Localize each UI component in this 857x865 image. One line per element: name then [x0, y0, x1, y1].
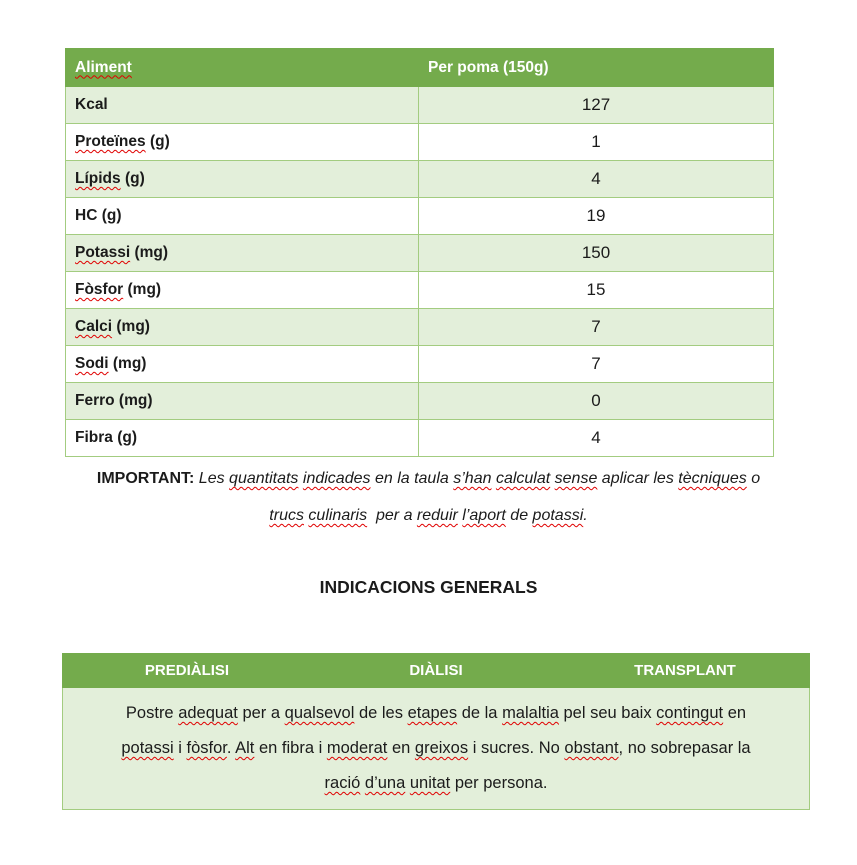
guidelines-body-row: [63, 688, 810, 810]
nutrition-table-body: [66, 87, 774, 457]
misspelled-word: l’aport: [462, 507, 506, 524]
misspelled-word: Sodi: [75, 355, 109, 372]
nutrition-row: [66, 383, 774, 420]
misspelled-word: s’han: [453, 470, 492, 487]
misspelled-word: obstant: [564, 739, 619, 757]
text-segment: (mg): [112, 318, 150, 335]
nutrition-row: [66, 124, 774, 161]
misspelled-word: Fòsfor: [75, 281, 124, 298]
text-segment: per persona.: [450, 774, 548, 792]
text-segment: de les: [354, 704, 408, 722]
text-segment: de: [505, 507, 533, 524]
text-segment: en: [723, 704, 747, 722]
misspelled-word: culinaris: [308, 507, 368, 524]
misspelled-word: reduir: [416, 507, 458, 524]
column-header-per-poma: [419, 49, 774, 87]
text-segment: , no sobrepasar la: [618, 739, 751, 757]
nutrient-value-cell: 4: [419, 161, 774, 198]
text-segment: (mg): [123, 281, 162, 298]
text-segment: de la: [457, 704, 503, 722]
misspelled-word: potassi: [121, 739, 174, 757]
column-header-dialisi: DIÀLISI: [312, 654, 561, 688]
misspelled-word: qualsevol: [284, 704, 355, 722]
misspelled-word: sense: [554, 470, 598, 487]
misspelled-word: greixos: [414, 739, 469, 757]
misspelled-word: potassi: [532, 507, 584, 524]
nutrient-label-cell: [66, 383, 419, 420]
nutrient-value-cell: 7: [419, 309, 774, 346]
nutrition-table: [65, 48, 774, 457]
nutrient-label-cell: [66, 420, 419, 457]
nutrient-label-cell: [66, 235, 419, 272]
text-segment: (mg): [108, 355, 147, 372]
guidelines-line: [77, 696, 795, 731]
text-segment: Postre: [125, 704, 179, 722]
nutrient-label-cell: [66, 87, 419, 124]
text-segment: i: [173, 739, 187, 757]
misspelled-word: Calci: [75, 318, 113, 335]
section-heading: INDICACIONS GENERALS: [319, 577, 538, 597]
misspelled-word: Alt: [235, 739, 255, 757]
text-segment: .: [226, 739, 236, 757]
text-segment: IMPORTANT:: [96, 470, 199, 487]
text-segment: o: [746, 470, 761, 487]
column-header-transplant: TRANSPLANT: [561, 654, 810, 688]
nutrition-row: [66, 161, 774, 198]
nutrition-row: [66, 87, 774, 124]
nutrient-label-cell: [66, 272, 419, 309]
nutrient-label-cell: [66, 124, 419, 161]
text-segment: aplicar les: [597, 470, 679, 487]
misspelled-word: contingut: [656, 704, 724, 722]
guidelines-line: [77, 766, 795, 801]
nutrient-label-cell: [66, 198, 419, 235]
nutrition-row: [66, 420, 774, 457]
misspelled-word: ració: [324, 774, 361, 792]
text-segment: HC (g): [75, 207, 122, 224]
nutrient-value-cell: 15: [419, 272, 774, 309]
misspelled-word: moderat: [326, 739, 388, 757]
guidelines-line: [77, 731, 795, 766]
nutrition-row: [66, 346, 774, 383]
misspelled-word: etapes: [407, 704, 458, 722]
column-header-per-poma-label: Per poma (150g): [428, 58, 549, 76]
text-segment: Kcal: [75, 96, 108, 113]
misspelled-word: trucs: [269, 507, 304, 524]
nutrient-value-cell: 0: [419, 383, 774, 420]
nutrition-row: [66, 272, 774, 309]
text-segment: (g): [145, 133, 170, 150]
nutrition-row: [66, 235, 774, 272]
nutrient-value-cell: 7: [419, 346, 774, 383]
nutrition-table-header-row: [66, 49, 774, 87]
text-segment: per a: [237, 704, 285, 722]
guidelines-body-cell: [63, 688, 810, 810]
text-segment: en la taula: [370, 470, 454, 487]
nutrient-label-cell: [66, 161, 419, 198]
nutrient-value-cell: 1: [419, 124, 774, 161]
note-line: [0, 497, 857, 534]
text-segment: (mg): [130, 244, 169, 261]
misspelled-word: indicades: [302, 470, 371, 487]
important-note: [0, 460, 857, 534]
nutrient-label-cell: [66, 346, 419, 383]
misspelled-word: calculat: [495, 470, 551, 487]
column-header-aliment: [66, 49, 419, 87]
nutrition-row: [66, 309, 774, 346]
misspelled-word: tècniques: [678, 470, 747, 487]
nutrient-value-cell: 150: [419, 235, 774, 272]
text-segment: en fibra i: [254, 739, 327, 757]
text-segment: Fibra (g): [75, 429, 137, 446]
text-segment: en: [387, 739, 415, 757]
nutrient-value-cell: 127: [419, 87, 774, 124]
misspelled-word: adequat: [178, 704, 238, 722]
nutrition-row: [66, 198, 774, 235]
misspelled-word: fòsfor: [186, 739, 227, 757]
misspelled-word: unitat: [409, 774, 451, 792]
misspelled-word: Potassi: [75, 244, 131, 261]
nutrient-label-cell: [66, 309, 419, 346]
misspelled-word: d’una: [364, 774, 406, 792]
text-segment: Les: [198, 470, 230, 487]
text-segment: per a: [367, 507, 417, 524]
text-segment: (g): [120, 170, 145, 187]
note-line: [0, 460, 857, 497]
text-segment: Ferro (mg): [75, 392, 153, 409]
misspelled-word: Proteïnes: [75, 133, 146, 150]
misspelled-word: Lípids: [75, 170, 121, 187]
column-header-aliment-label: Aliment: [75, 58, 132, 76]
guidelines-table-header-row: [63, 654, 810, 688]
nutrient-value-cell: 4: [419, 420, 774, 457]
nutrient-value-cell: 19: [419, 198, 774, 235]
column-header-predialisi: PREDIÀLISI: [63, 654, 312, 688]
misspelled-word: malaltia: [502, 704, 559, 722]
guidelines-table: [62, 653, 810, 810]
text-segment: pel seu baix: [558, 704, 657, 722]
misspelled-word: quantitats: [229, 470, 299, 487]
text-segment: .: [583, 507, 588, 524]
text-segment: i sucres. No: [468, 739, 565, 757]
